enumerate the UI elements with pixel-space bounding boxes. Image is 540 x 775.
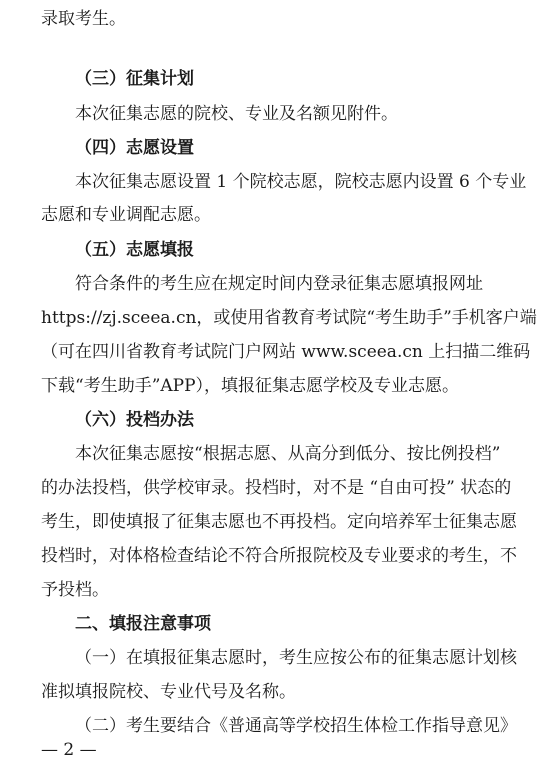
section-heading-notes: 二、填报注意事项 [75,614,211,634]
section-heading-filling: （五）志愿填报 [75,240,194,260]
paragraph-line: （可在四川省教育考试院门户网站 www.sceea.cn 上扫描二维码 [41,342,531,362]
paragraph-line: 符合条件的考生应在规定时间内登录征集志愿填报网址 [75,274,483,294]
paragraph-line: 下载“考生助手”APP），填报征集志愿学校及专业志愿。 [41,376,460,396]
paragraph-line: 考生，即使填报了征集志愿也不再投档。定向培养军士征集志愿 [41,512,517,532]
section-heading-settings: （四）志愿设置 [75,138,194,158]
paragraph-line: 予投档。 [41,580,109,600]
paragraph-line: 本次征集志愿按“根据志愿、从高分到低分、按比例投档” [75,444,501,464]
paragraph-line: （二）考生要结合《普通高等学校招生体检工作指导意见》 [75,716,517,736]
paragraph-line: 录取考生。 [41,9,126,29]
paragraph-line: 投档时，对体格检查结论不符合所报院校及专业要求的考生，不 [41,546,517,566]
section-heading-plan: （三）征集计划 [75,69,194,89]
section-heading-method: （六）投档办法 [75,410,194,430]
paragraph-line-url: https://zj.sceea.cn，或使用省教育考试院“考生助手”手机客户端 [41,308,537,328]
paragraph-line: 准拟填报院校、专业代号及名称。 [41,682,296,702]
paragraph-line: 本次征集志愿设置 1 个院校志愿，院校志愿内设置 6 个专业 [75,172,527,192]
paragraph-line: 志愿和专业调配志愿。 [41,205,211,225]
page-number: — 2 — [41,740,97,760]
paragraph-line: 的办法投档，供学校审录。投档时，对不是 “自由可投” 状态的 [41,478,512,498]
paragraph-line: 本次征集志愿的院校、专业及名额见附件。 [75,104,398,124]
paragraph-line: （一）在填报征集志愿时，考生应按公布的征集志愿计划核 [75,648,517,668]
